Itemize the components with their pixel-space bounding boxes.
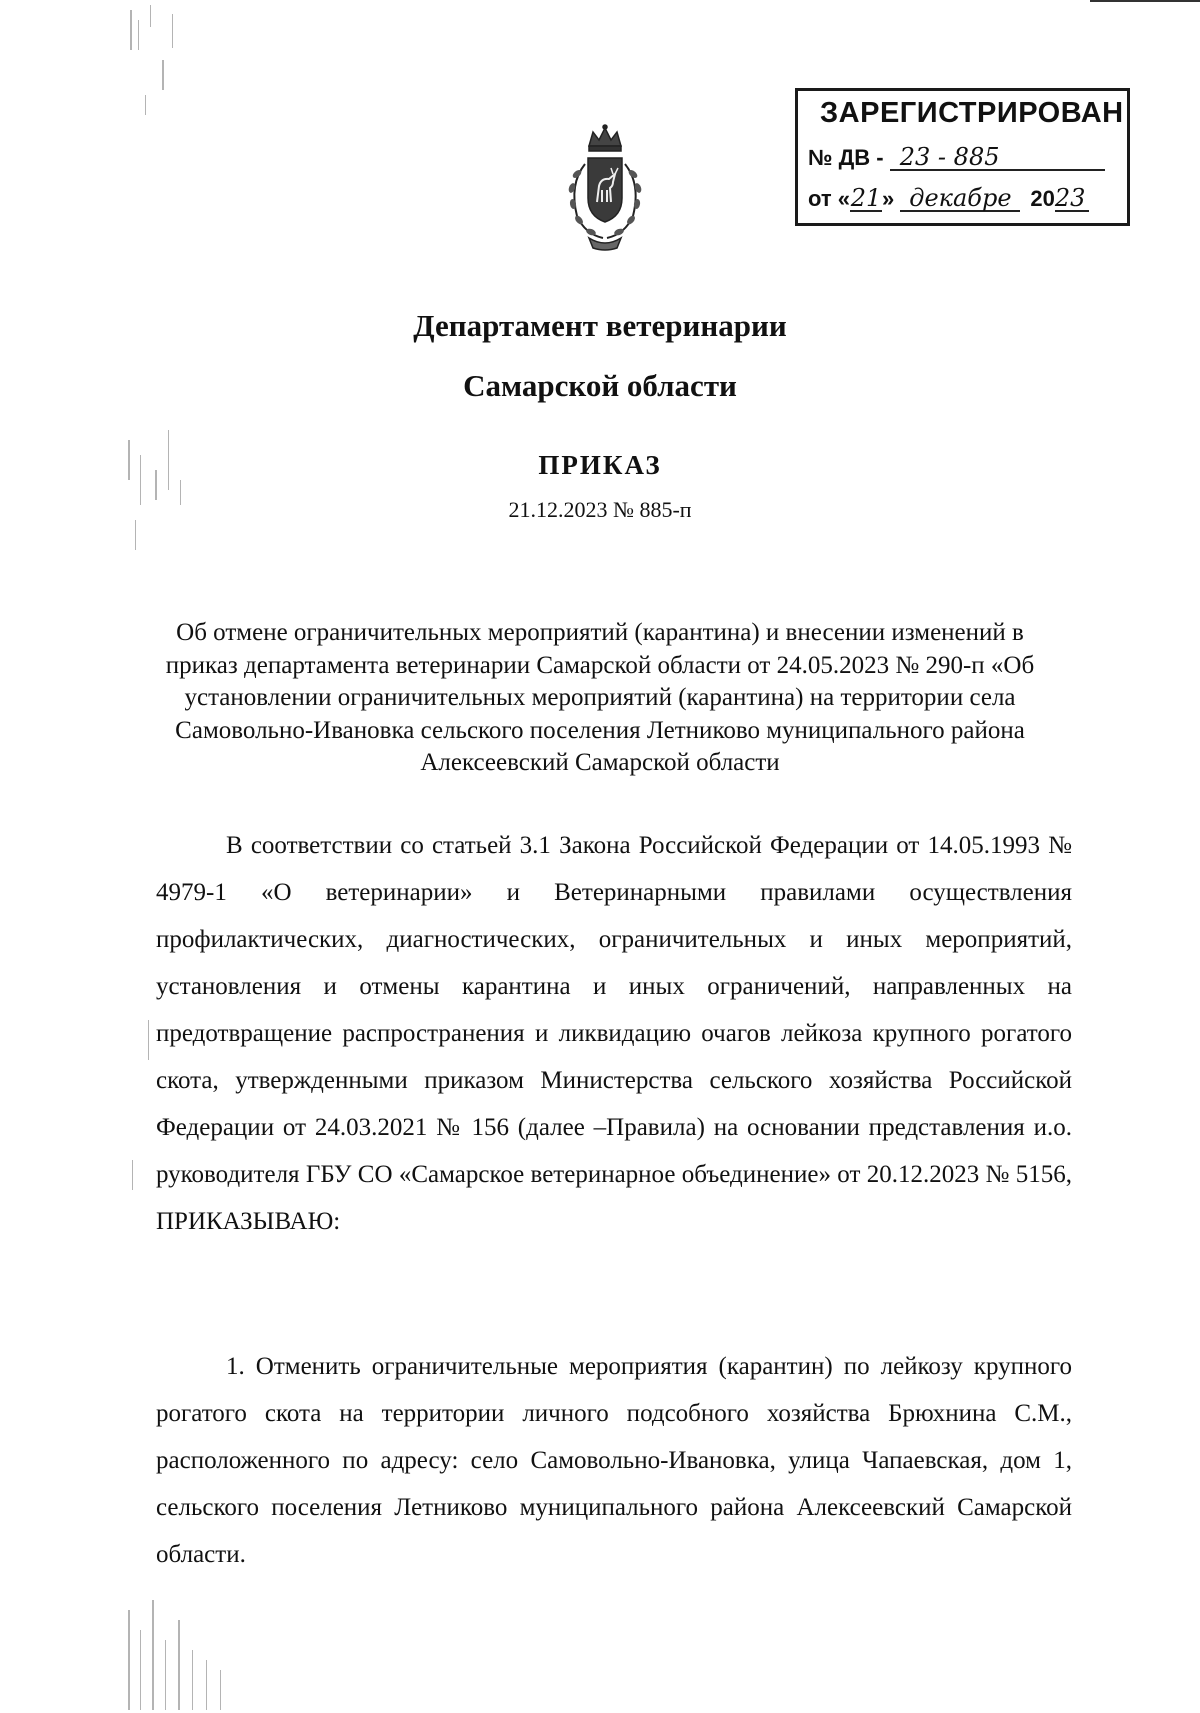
stamp-date-year-prefix: 20	[1030, 186, 1055, 211]
body-paragraph-item-1: 1. Отменить ограничительные мероприятия (карантин) по лейкозу крупного рогатого скота на территории личного подсобного хозяйства Брюхнина С.М., расположенного по адресу: село Самовольно-Ивановка, улица Чапаевская, дом 1, сельского поселения Летниково муниципального района Алексеевский Самарской области.	[156, 1353, 1072, 1568]
stamp-date-mid: »	[882, 186, 895, 211]
body-paragraph-preamble: В соответствии со статьей 3.1 Закона Российской Федерации от 14.05.1993 № 4979-1 «О ветеринарии» и Ветеринарными правилами осуществления профилактических, диагностических, ограничительных и иных мероприятий, установления и отмены карантина и иных ограничений, направленных на предотвращение распространения и ликвидацию очагов лейкоза крупного рогатого скота, утвержденными приказом Министерства сельского хозяйства Российской Федерации от 24.03.2021 № 156 (далее –Правила) на основании представления и.о. руководителя ГБУ СО «Самарское ветеринарное объединение» от 20.12.2023 № 5156, ПРИКАЗЫВАЮ:	[156, 832, 1072, 1235]
stamp-number-value: 23 - 885	[890, 145, 1105, 171]
stamp-date-day: 21	[850, 184, 882, 212]
stamp-date-prefix: от «	[808, 186, 851, 211]
stamp-date-month: декабре	[900, 186, 1020, 212]
stamp-number-row	[808, 145, 1105, 171]
department-name-line-1: Департамент ветеринарии	[413, 308, 787, 343]
order-subject: Об отмене ограничительных мероприятий (карантина) и внесении изменений в приказ департамента ветеринарии Самарской области от 24.05.2023 № 290-п «Об установлении ограничительных мероприятий (карантина) на территории села Самовольно-Ивановка сельского поселения Летниково муниципального района Алексеевский Самарской области	[165, 619, 1035, 776]
order-date-number: 21.12.2023 № 885-п	[508, 497, 692, 522]
stamp-number-prefix: № ДВ -	[808, 145, 884, 170]
scan-edge-line	[1090, 0, 1200, 2]
samara-coat-of-arms-icon	[555, 124, 655, 252]
stamp-title: ЗАРЕГИСТРИРОВАН	[820, 97, 1124, 129]
document-type-title: ПРИКАЗ	[538, 450, 662, 480]
department-name-line-2: Самарской области	[463, 368, 737, 403]
stamp-date-row	[808, 186, 1089, 212]
registration-stamp	[795, 88, 1130, 226]
stamp-date-year-suffix: 23	[1055, 186, 1089, 212]
